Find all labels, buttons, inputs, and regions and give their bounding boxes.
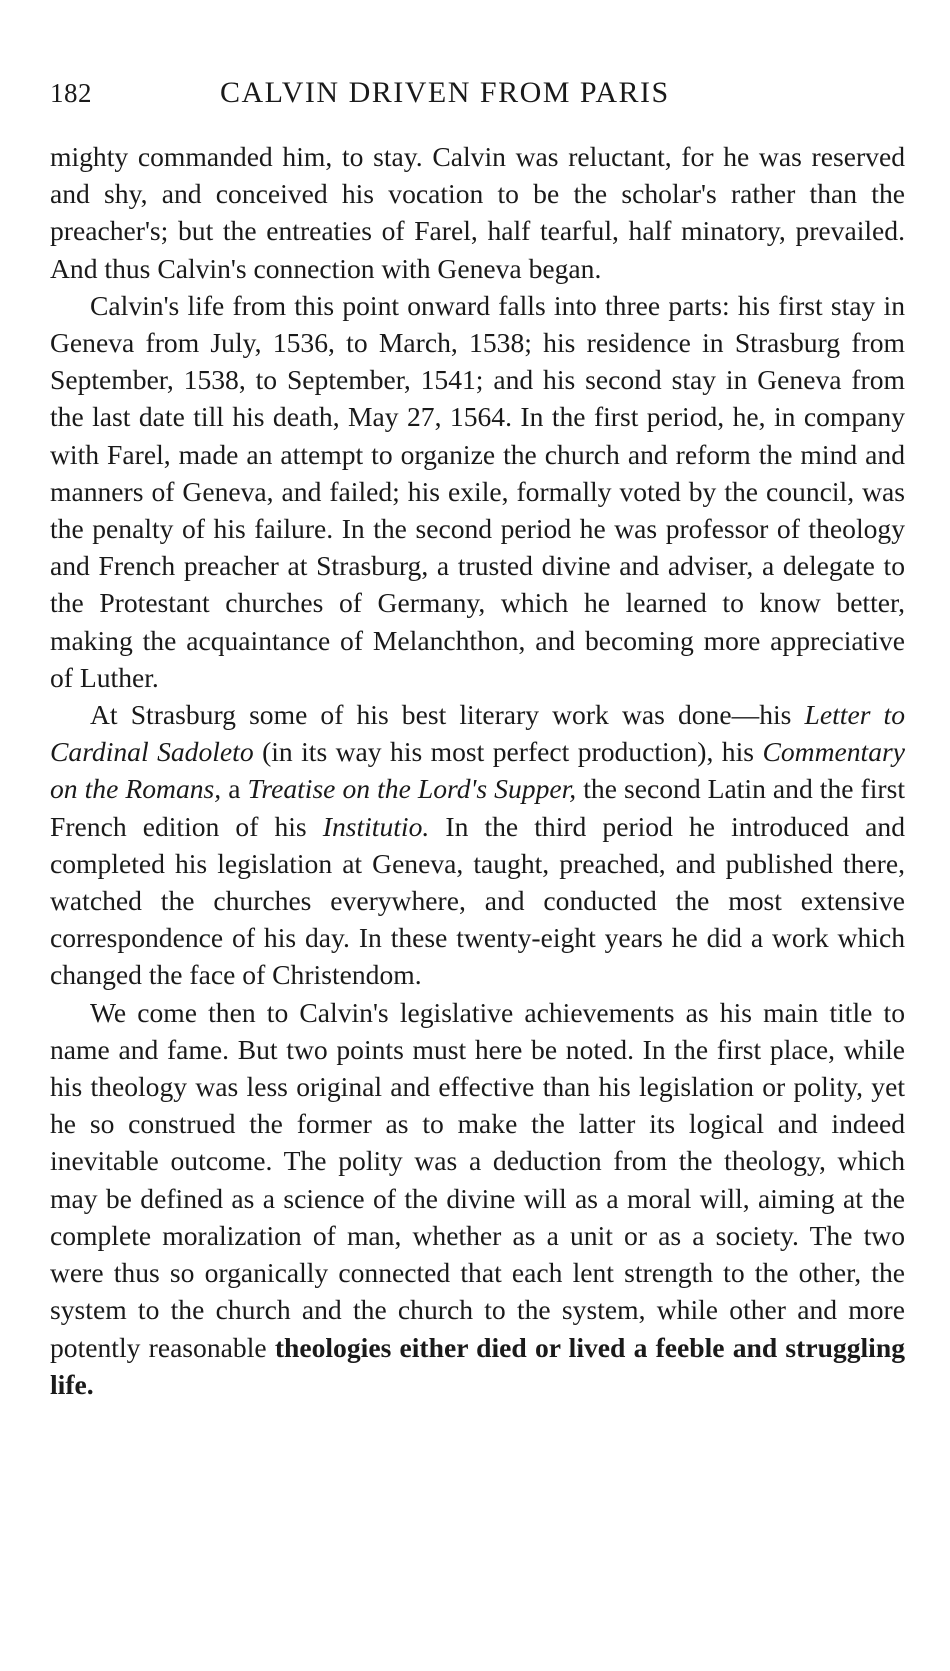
title-treatise-lords-supper: Treatise on the Lord's Supper, — [247, 773, 577, 805]
title-institutio: Institutio. — [322, 810, 430, 842]
paragraph-1 — [50, 138, 905, 287]
paragraph-2-text: Calvin's life from this point onward falls into three parts: his first stay in Geneva from July, 1536, to March, 1538; his residence in Strasburg from September, 1538, to September, 1541; and his second stay in Geneva from the last date till his death, May 27, 1564. In the first period, he, in company with Farel, made an attempt to organize the church and reform the mind and manners of Geneva, and failed; his exile, formally voted by the council, was the penalty of his failure. In the second period he was professor of theology and French preacher at Strasburg, a trusted divine and adviser, a delegate to the Protestant churches of Germany, which he learned to know better, making the acquaintance of Melanchthon, and becoming more appreciative of Luther. — [50, 289, 905, 693]
page-number: 182 — [50, 78, 92, 108]
paragraph-3-text-b: (in its way his most perfect production), his — [253, 736, 763, 768]
paragraph-3-text-e: In the third period he introduced and completed his legislation at Geneva, taught, preached, and published there, watched the churches everywhere, and conducted the most extensive correspondence of his day. In these twenty-eight years he did a work which changed the face of Christendom. — [50, 810, 906, 991]
running-head — [50, 70, 905, 130]
paragraph-1-text: mighty commanded him, to stay. Calvin was reluctant, for he was reserved and shy, and conceived his vocation to be the scholar's rather than the preacher's; but the entreaties of Farel, half tearful, half minatory, prevailed. And thus Calvin's connection with Geneva began. — [50, 141, 905, 284]
title-letter-to-sadoleto: Letter to Cardinal Sadoleto — [50, 699, 905, 768]
paragraph-4 — [50, 994, 905, 1403]
paragraph-4-last-line: theologies either died or lived a feeble and struggling life. — [50, 1331, 905, 1400]
title-commentary-on-romans: Commentary on the Romans, — [50, 736, 905, 805]
running-title: CALVIN DRIVEN FROM PARIS — [220, 76, 670, 109]
paragraph-3 — [50, 696, 905, 994]
paragraph-3-text-d: the second Latin and the first French edition of his — [50, 773, 905, 842]
paragraph-2 — [50, 287, 905, 696]
paragraph-3-text-c: a — [221, 773, 248, 805]
paragraph-3-text-a: At Strasburg some of his best literary work was done—his — [90, 699, 805, 731]
book-page — [50, 70, 905, 1403]
paragraph-4-text: We come then to Calvin's legislative achievements as his main title to name and fame. But two points must here be noted. In the first place, while his theology was less original and effective than his legislation or polity, yet he so construed the former as to make the latter its logical and indeed inevitable outcome. The polity was a deduction from the theology, which may be defined as a science of the divine will as a moral will, aiming at the complete moralization of man, whether as a unit or as a society. The two were thus so organically connected that each lent strength to the other, the system to the church and the church to the system, while other and more potently reasonable — [50, 996, 905, 1363]
